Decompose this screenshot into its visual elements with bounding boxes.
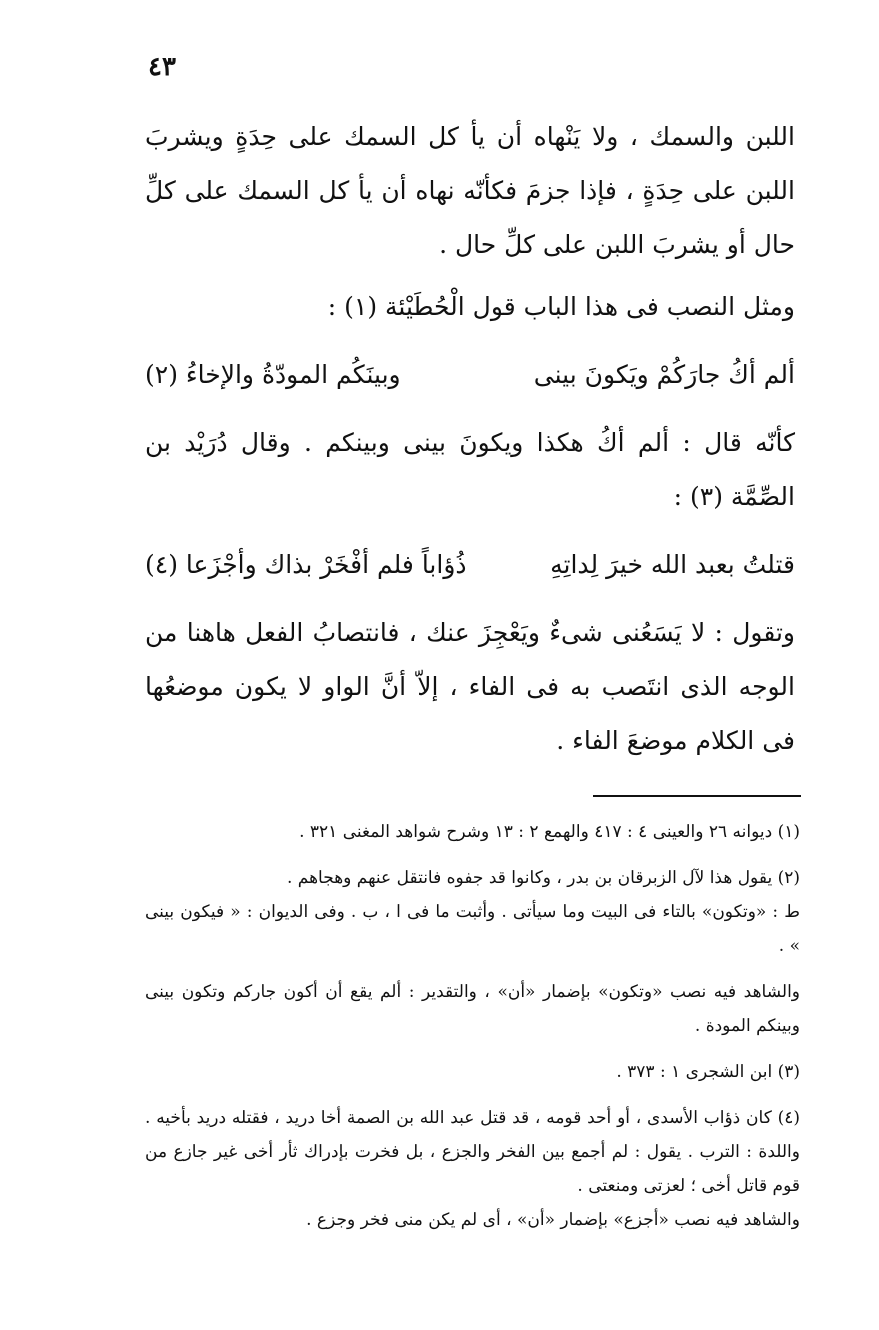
footnote-2-witness: والشاهد فيه نصب «وتكون» بإضمار «أن» ، والتقدير : ألم يقع أن أكون جاركم وتكون بينى وبينكم المودة . — [145, 982, 800, 1036]
footnote-2-line: (٢) يقول هذا لآل الزبرقان بن بدر ، وكانوا قد جفوه فانتقل عنهم وهجاهم . — [286, 868, 800, 888]
page-number: ٤٣ — [148, 52, 176, 82]
verse-2 — [145, 538, 795, 592]
paragraph-3: كأنّه قال : ألم أكُ هكذا ويكونَ بينى وبينكم . وقال دُرَيْد بن الصِّمَّة (٣) : — [145, 428, 795, 511]
paragraph-4: وتقول : لا يَسَعُنى شىءٌ ويَعْجِزَ عنك ، فانتصابُ الفعل هاهنا من الوجه الذى انتَصب به فى الفاء ، إلاّ أنَّ الواو لا يكون موضعُها فى الكلام موضعَ الفاء . — [145, 618, 795, 755]
paragraph-2: ومثل النصب فى هذا الباب قول الْحُطَيْئة (١) : — [327, 292, 795, 321]
main-text — [145, 110, 795, 782]
paragraph-1: اللبن والسمك ، ولا يَنْهاه أن يأ كل السمك على حِدَةٍ ويشربَ اللبن على حِدَةٍ ، فإذا جزمَ فكأنّه نهاه أن يأ كل السمك على كلِّ حال أو يشربَ اللبن على كلِّ حال . — [145, 122, 795, 259]
verse-2-second-hemistich: ذُؤاباً فلم أفْخَرْ بذاك وأجْزَعا (٤) — [145, 550, 467, 579]
footnote-4-line: والشاهد فيه نصب «أجزع» بإضمار «أن» ، أى لم يكن منى فخر وجزع . — [306, 1210, 800, 1230]
verse-2-first-hemistich: قتلتُ بعبد الله خيرَ لِداتِهِ — [550, 550, 795, 579]
footnote-1: (١) ديوانه ٢٦ والعينى ٤ : ٤١٧ والهمع ٢ : ١٣ وشرح شواهد المغنى ٣٢١ . — [299, 822, 800, 842]
footnote-2 — [145, 861, 800, 963]
footnote-3: (٣) ابن الشجرى ١ : ٣٧٣ . — [616, 1062, 800, 1082]
footnote-4 — [145, 1101, 800, 1237]
verse-1-second-hemistich: وبينَكُم المودّةُ والإخاءُ (٢) — [145, 360, 401, 389]
footnotes — [145, 815, 800, 1249]
footnote-2-line: ط : «وتكون» بالتاء فى البيت وما سيأتى . وأثبت ما فى ا ، ب . وفى الديوان : « فيكون بينى » . — [145, 902, 800, 956]
footnote-separator — [593, 795, 801, 797]
verse-1 — [145, 348, 795, 402]
footnote-4-line: (٤) كان ذؤاب الأسدى ، أو أحد قومه ، قد قتل عبد الله بن الصمة أخا دريد ، فقتله دريد بأخيه . واللدة : الترب . يقول : لم أجمع بين الفخر والجزع ، بل فخرت بإدراك ثأر أخى غير جازع من قوم قاتل أخى ؛ لعزتى ومنعتى . — [145, 1108, 800, 1196]
verse-1-first-hemistich: ألم أكُ جارَكُمْ ويَكونَ بينى — [533, 360, 795, 389]
